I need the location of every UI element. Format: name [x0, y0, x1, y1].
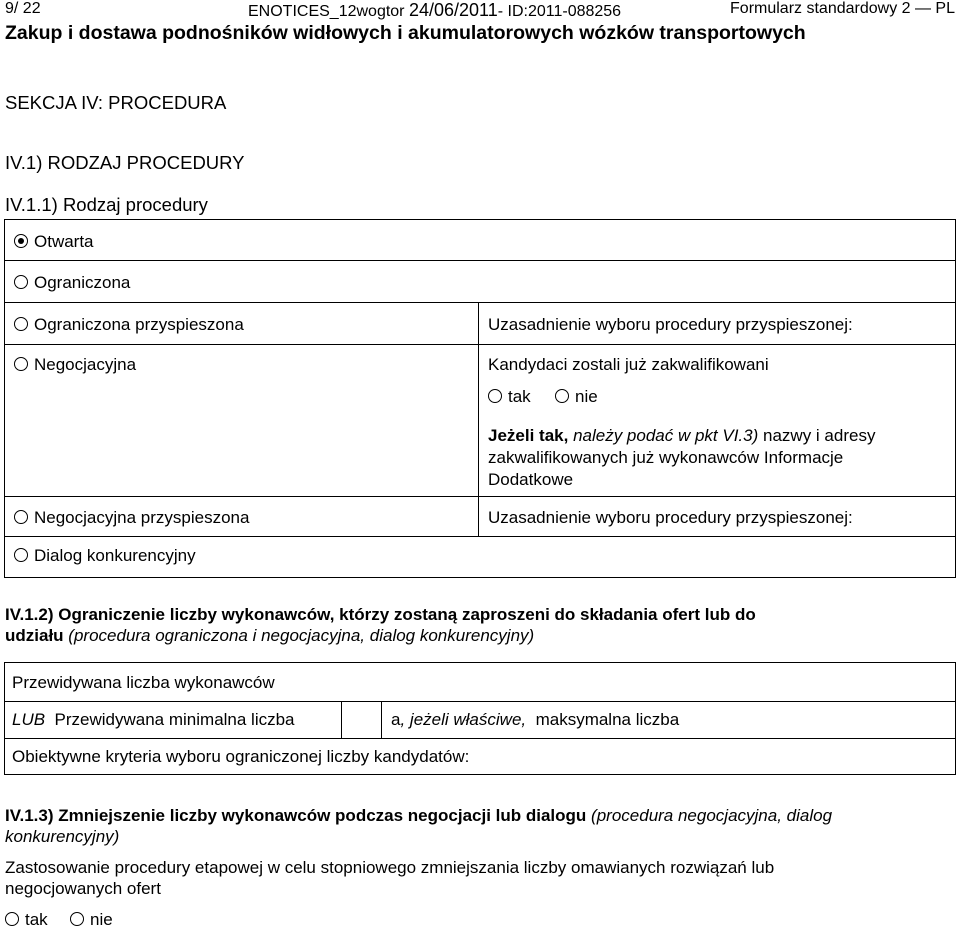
page-number: 9/ 22: [5, 0, 41, 17]
radio-icon[interactable]: [555, 389, 569, 403]
min-count-label: LUB Przewidywana minimalna liczba: [12, 710, 295, 729]
divider: [4, 302, 956, 303]
radio-selected-icon[interactable]: [14, 234, 28, 248]
column-divider: [381, 701, 382, 738]
divider: [4, 260, 956, 261]
radio-reduce-yes[interactable]: tak: [5, 910, 48, 930]
section-title: SEKCJA IV: PROCEDURA: [5, 92, 227, 113]
page-header: [5, 0, 955, 20]
radio-icon[interactable]: [488, 389, 502, 403]
max-count-label: a, jeżeli właściwe, maksymalna liczba: [391, 710, 680, 729]
limit-heading: IV.1.2) Ograniczenie liczby wykonawców, którzy zostaną zaproszeni do składania ofert lub do udziału (procedura ograniczona i negocjacyjna, dialog konkurencyjny): [5, 605, 756, 645]
divider: [4, 496, 956, 497]
subsection-title: IV.1) RODZAJ PROCEDURY: [5, 152, 245, 173]
radio-icon[interactable]: [14, 275, 28, 289]
qualified-label: Kandydaci zostali już zakwalifikowani: [488, 355, 769, 374]
radio-icon[interactable]: [14, 510, 28, 524]
radio-otwarta[interactable]: Otwarta: [14, 232, 94, 252]
justification-label: Uzasadnienie wyboru procedury przyspieszonej:: [488, 315, 853, 334]
radio-icon[interactable]: [14, 548, 28, 562]
notice-id: ENOTICES_12wogtor 24/06/2011- ID:2011-088256: [248, 0, 622, 20]
radio-negocjacyjna-przyspieszona[interactable]: Negocjacyjna przyspieszona: [14, 508, 249, 528]
divider: [4, 701, 956, 702]
radio-qualified-no[interactable]: nie: [555, 387, 598, 407]
criteria-label: Obiektywne kryteria wyboru ograniczonej liczby kandydatów:: [12, 747, 470, 766]
subsection-procedure-type: IV.1.1) Rodzaj procedury: [5, 194, 208, 215]
expected-count-label: Przewidywana liczba wykonawców: [12, 673, 275, 692]
reduce-text: Zastosowanie procedury etapowej w celu stopniowego zmniejszania liczby omawianych rozwiązań lub negocjowanych ofert: [5, 858, 775, 898]
radio-icon[interactable]: [70, 912, 84, 926]
document-title: Zakup i dostawa podnośników widłowych i akumulatorowych wózków transportowych: [5, 22, 806, 44]
radio-icon[interactable]: [5, 912, 19, 926]
reduce-heading: IV.1.3) Zmniejszenie liczby wykonawców podczas negocjacji lub dialogu (procedura negocjacyjna, dialog konkurencyjny): [5, 806, 833, 846]
radio-reduce-no[interactable]: nie: [70, 910, 113, 930]
radio-negocjacyjna[interactable]: Negocjacyjna: [14, 355, 136, 375]
radio-qualified-yes[interactable]: tak: [488, 387, 531, 407]
radio-ograniczona-przyspieszona[interactable]: Ograniczona przyspieszona: [14, 315, 244, 335]
radio-ograniczona[interactable]: Ograniczona: [14, 273, 130, 293]
justification-label-2: Uzasadnienie wyboru procedury przyspieszonej:: [488, 508, 853, 527]
form-type: Formularz standardowy 2 — PL: [730, 0, 955, 17]
divider: [4, 344, 956, 345]
divider: [4, 536, 956, 537]
radio-icon[interactable]: [14, 357, 28, 371]
radio-dialog-konkurencyjny[interactable]: Dialog konkurencyjny: [14, 546, 196, 566]
divider: [4, 738, 956, 739]
column-divider: [341, 701, 342, 738]
qualified-note: Jeżeli tak, należy podać w pkt VI.3) nazwy i adresy zakwalifikowanych już wykonawców Informacje Dodatkowe: [488, 426, 876, 489]
radio-icon[interactable]: [14, 317, 28, 331]
column-divider: [478, 302, 479, 536]
